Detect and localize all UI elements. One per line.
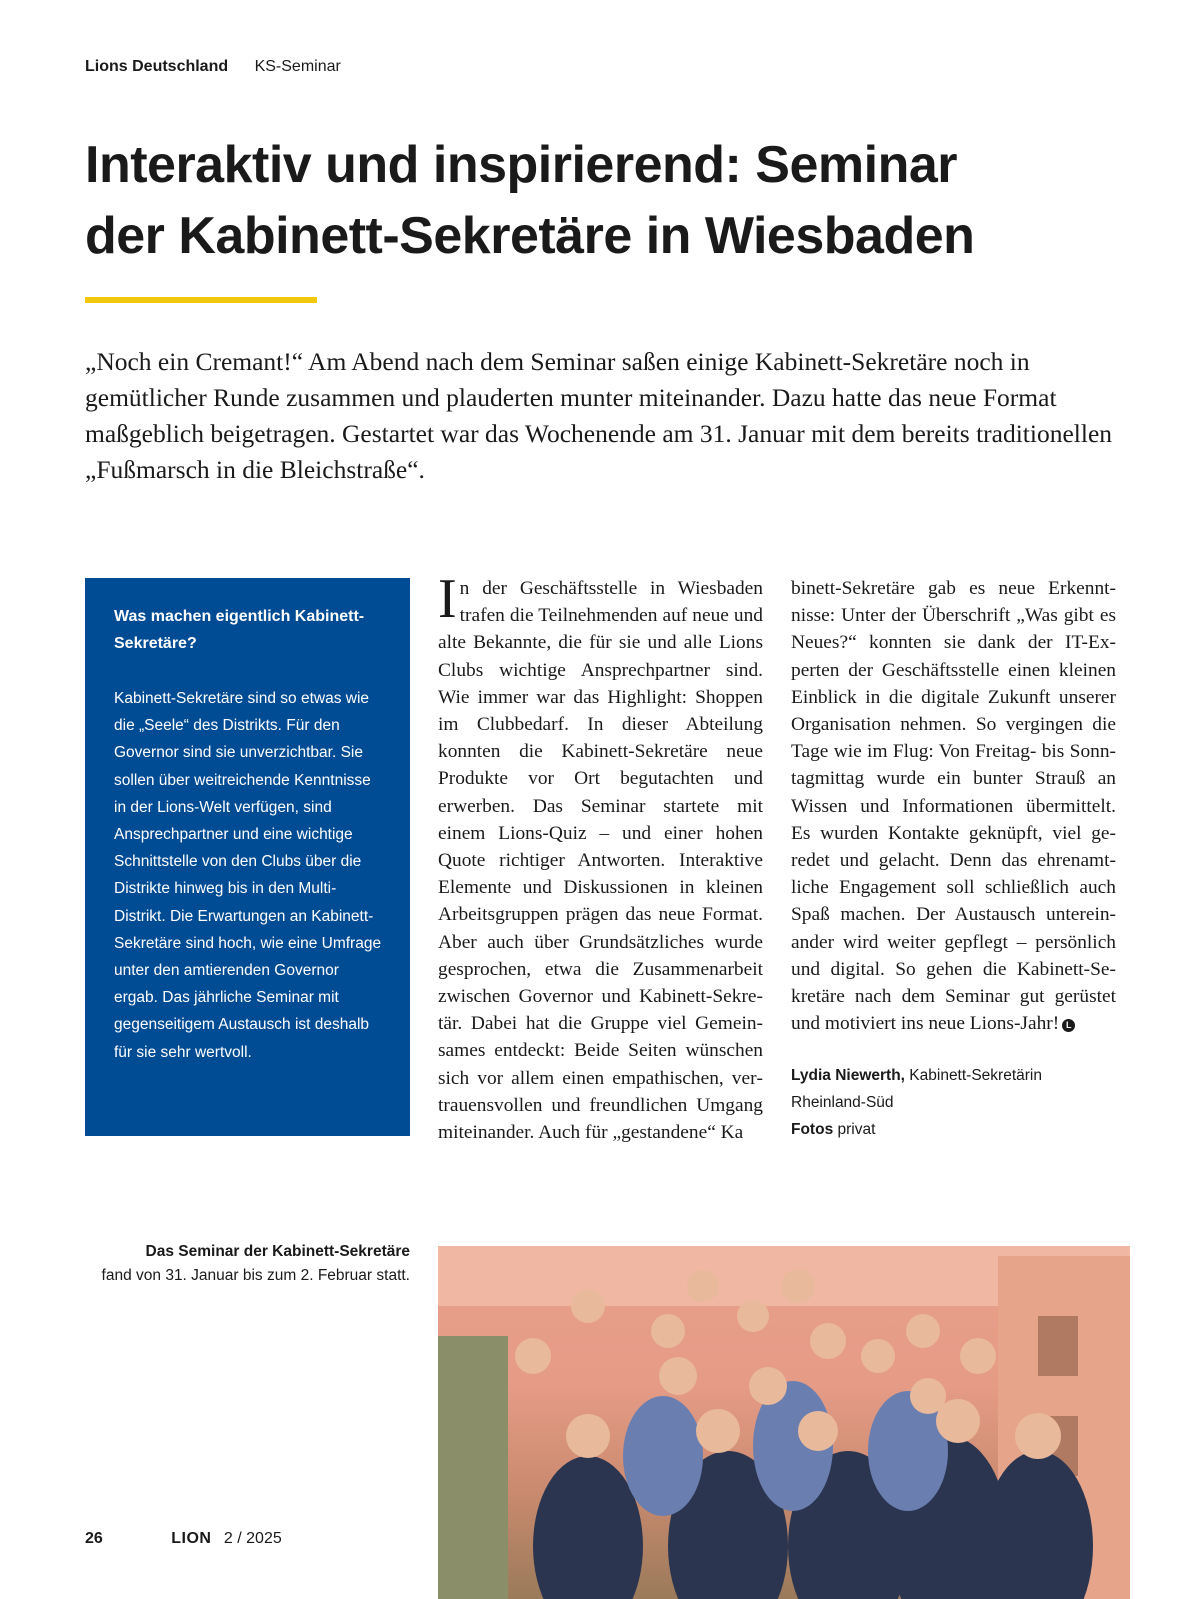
lions-end-mark-icon: L [1062,1019,1075,1032]
article-credits [791,1062,1116,1143]
issue-number: 2 / 2025 [223,1530,282,1547]
magazine-name: LION [171,1530,212,1547]
info-box-text: Kabinett-Sekretäre sind so etwas wie die „Seele“ des Distrikts. Für den Governor sind sie unverzichtbar. Sie sollen über weitreichende Kenntnisse in der Lions-Welt verfügen, sind Ansprechpartner und eine wichtige Schnittstelle von den Clubs über die Distrikte hinweg bis in den Multi-Distrikt. Die Erwartungen an Kabinett-Sekretäre sind hoch, wie eine Umfrage unter den amtierenden Governor ergab. Das jährliche Seminar mit gegenseitigem Austausch ist deshalb für sie sehr wertvoll. [114,690,382,1061]
author-name: Lydia Niewerth, [791,1067,905,1084]
page-footer [85,1530,282,1548]
body-column-2-text: binett-Sekretäre gab es neue Erkenntnisse: Unter der Überschrift „Was gibt es Neues?“ konnten sie dank der IT-Experten der Geschäftsstelle einen kleinen Einblick in die digitale Zukunft unserer Organisation nehmen. So vergingen die Tage wie im Flug: Von Freitag- bis Sonntagmittag wurde ein bunter Strauß an Wissen und Informationen übermittelt. Es wurden Kontakte geknüpft, viel geredet und gelacht. Denn das ehrenamtliche Engagement soll schließlich auch Spaß machen. Der Austausch untereinander wird weiter gepflegt – persönlich und digital. So gehen die Kabinett-Sekretäre nach dem Seminar gut gerüstet und motiviert ins neue Lions-Jahr! [791,578,1116,1035]
group-photo-icon [438,1246,1130,1599]
body-column-1 [438,568,763,1146]
body-column-1-text: n der Geschäftsstelle in Wiesbaden trafen die Teilnehmenden auf neue und alte Bekannte, die für sie und alle Lions Clubs wichtige Ansprechpartner sind. Wie immer war das Highlight: Shoppen im Clubbedarf. In dieser Abteilung konnten die Kabinett-Sekretäre neue Produkte vor Ort begutachten und erwerben. Das Seminar startete mit einem Lions-Quiz – und einer hohen Quote richtiger Antworten. Interaktive Elemente und Diskussionen in kleinen Arbeitsgruppen prägen das neue Format. Aber auch über Grundsätzliches wurde gesprochen, etwa die Zusammenarbeit zwischen Governor und Kabinett-Sekretär. Dabei hat die Gruppe viel Gemeinsames entdeckt: Beide Seiten wünschen sich vor allem einen empathischen, vertrauensvollen und freundlichen Umgang miteinander. Auch für „gestandene“ Ka [438,578,763,1144]
photo-credit-label: Fotos [791,1121,834,1138]
photo-credit-value: privat [837,1121,876,1138]
accent-rule [85,297,317,303]
lead-paragraph: „Noch ein Cremant!“ Am Abend nach dem Seminar saßen einige Kabinett-Sekretäre noch in gemütlicher Runde zusammen und plauderten munter miteinander. Dazu hatte das neue Format maßgeblich beigetragen. Gestartet war das Wochenende am 31. Januar mit dem bereits traditionellen „Fußmarsch in die Bleichstraße“. [85,347,1113,484]
info-box [85,578,410,1136]
group-photo-illustration [438,1246,1130,1599]
body-column-2 [791,575,1116,1037]
caption-bold: Das Seminar der Kabinett-Sekretäre [145,1243,410,1260]
title-line-1: Interaktiv und inspirierend: Seminar [85,136,957,194]
photo-caption [85,1240,410,1288]
page-header [85,58,341,76]
caption-text: fand von 31. Januar bis zum 2. Februar statt. [101,1267,410,1284]
page-number: 26 [85,1530,103,1547]
header-brand: Lions Deutschland [85,58,229,75]
info-box-heading: Was machen eigentlich Kabinett-Sekretäre? [114,608,365,652]
author-role: Kabinett-Sekretärin Rheinland-Süd [791,1067,1042,1111]
header-section: KS-Seminar [254,58,341,75]
title-line-2: der Kabinett-Sekretäre in Wiesbaden [85,207,975,265]
article-title [85,130,1135,272]
drop-cap: I [438,568,457,630]
